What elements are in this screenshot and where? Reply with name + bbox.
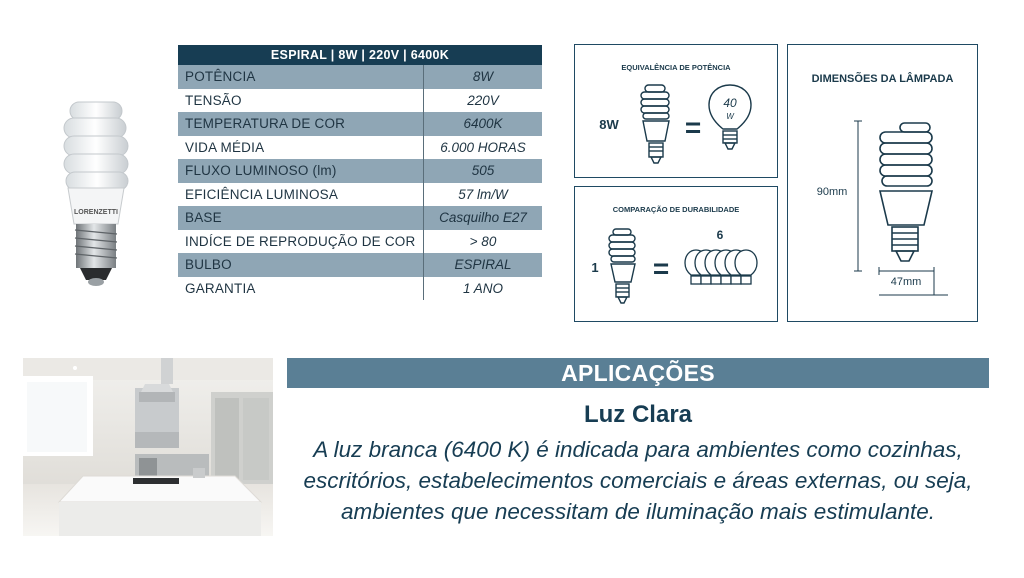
- durability-cfl-count: 1: [591, 260, 599, 275]
- width-dimension-label: 47mm: [890, 276, 922, 288]
- cfl-lamp-outline-icon: [880, 123, 932, 261]
- dimensions-title: DIMENSÕES DA LÂMPADA: [811, 73, 954, 85]
- spec-label: POTÊNCIA: [178, 65, 424, 89]
- spec-label: INDÍCE DE REPRODUÇÃO DE COR: [185, 233, 416, 249]
- table-row: [178, 159, 542, 183]
- spec-label: EFICIÊNCIA LUMINOSA: [185, 186, 339, 202]
- spec-label: BASE: [178, 206, 424, 230]
- spec-label: TEMPERATURA DE COR: [178, 112, 424, 136]
- description-line: ambientes que necessitam de iluminação mais estimulante.: [340, 499, 936, 524]
- spec-value: ESPIRAL: [424, 253, 543, 277]
- table-row: [178, 206, 542, 230]
- applications-description: [287, 434, 989, 527]
- power-cfl-label: 8W: [599, 117, 619, 132]
- spec-value: > 80: [424, 230, 543, 254]
- kitchen-photo: [23, 358, 273, 536]
- brand-logo-text: LORENZETTI: [74, 209, 118, 216]
- equals-sign: =: [684, 112, 702, 143]
- spec-label: GARANTIA: [185, 280, 256, 296]
- table-row: [178, 230, 542, 254]
- table-row: [178, 183, 542, 207]
- description-line: A luz branca (6400 K) é indicada para ambientes como cozinhas,: [313, 437, 963, 462]
- spec-value: 1 ANO: [424, 277, 543, 301]
- spec-table: [178, 45, 542, 300]
- height-dimension-label: 90mm: [816, 186, 848, 198]
- spec-value: 6400K: [424, 112, 543, 136]
- description-line: escritórios, estabelecimentos comerciais e áreas externas, ou seja,: [303, 468, 973, 493]
- spec-value: 220V: [424, 89, 543, 113]
- bulb-watt-unit: W: [726, 112, 734, 121]
- table-row: [178, 89, 542, 113]
- durability-comparison-box: [574, 186, 778, 322]
- durability-bulb-count: 6: [716, 228, 724, 242]
- product-lamp-image: [52, 96, 140, 296]
- incandescent-bulbs-row-icon: [685, 250, 757, 284]
- spec-value: Casquilho E27: [424, 206, 543, 230]
- spec-value: 57 lm/W: [424, 183, 543, 207]
- table-row: [178, 136, 542, 160]
- cfl-lamp-icon: [609, 229, 635, 303]
- cfl-lamp-icon: [641, 85, 669, 163]
- spec-value: 505: [424, 159, 543, 183]
- spec-label: VIDA MÉDIA: [185, 139, 265, 155]
- table-row: [178, 277, 542, 301]
- equals-sign: =: [652, 253, 670, 284]
- table-row: [178, 65, 542, 89]
- spec-label: BULBO: [178, 253, 424, 277]
- spec-value: 6.000 HORAS: [424, 136, 543, 160]
- table-row: [178, 253, 542, 277]
- power-equivalence-title: EQUIVALÊNCIA DE POTÊNCIA: [621, 63, 731, 72]
- spec-label: FLUXO LUMINOSO (lm): [178, 159, 424, 183]
- spec-value: 8W: [424, 65, 543, 89]
- table-row: [178, 112, 542, 136]
- durability-title: COMPARAÇÃO DE DURABILIDADE: [612, 205, 740, 214]
- spec-table-header: ESPIRAL | 8W | 220V | 6400K: [178, 45, 542, 65]
- spec-label: TENSÃO: [185, 92, 242, 108]
- bulb-watt-number: 40: [723, 96, 737, 110]
- lamp-dimensions-box: [787, 44, 978, 322]
- applications-heading-bar: APLICAÇÕES: [287, 358, 989, 388]
- applications-subtitle: Luz Clara: [583, 401, 693, 428]
- power-equivalence-box: [574, 44, 778, 178]
